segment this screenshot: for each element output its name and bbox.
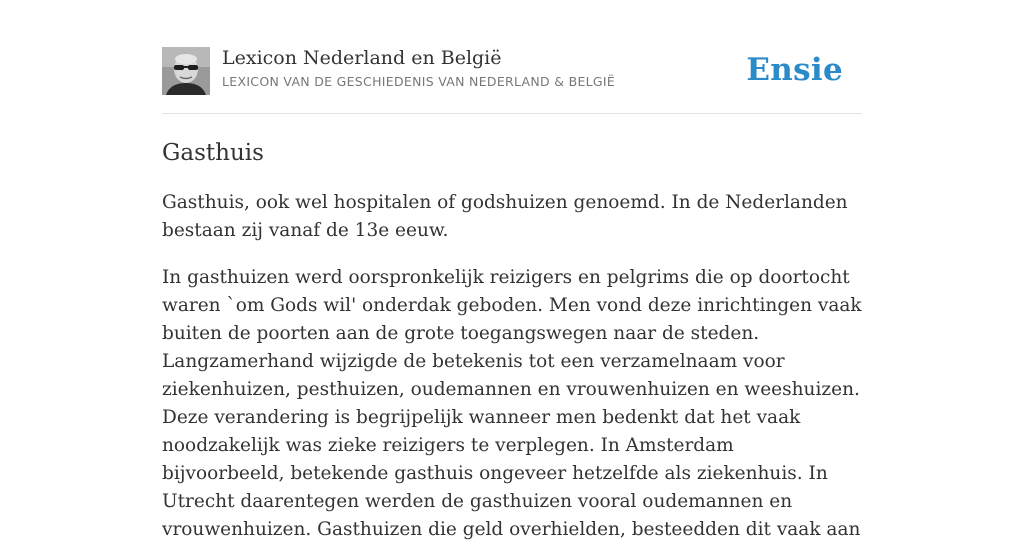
- article: [162, 136, 862, 544]
- site-title[interactable]: Lexicon Nederland en België: [222, 47, 502, 69]
- article-paragraph: Gasthuis, ook wel hospitalen of godshuizen genoemd. In de Nederlanden bestaan zij vanaf de 13e eeuw.: [162, 192, 848, 241]
- ensie-logo[interactable]: Ensie: [746, 52, 843, 88]
- site-subtitle: LEXICON VAN DE GESCHIEDENIS VAN NEDERLAND & BELGIË: [222, 74, 616, 89]
- site-header: [162, 46, 862, 96]
- article-paragraph: In gasthuizen werd oorspronkelijk reizigers en pelgrims die op doortocht waren `om Gods wil' onderdak geboden. Men vond deze inrichtingen vaak buiten de poorten aan de grote toegangswegen naar de steden. Langzamerhand wijzigde de betekenis tot een verzamelnaam voor ziekenhuizen, pesthuizen, oudemannen en vrouwenhuizen en weeshuizen. Deze verandering is begrijpelijk wanneer men bedenkt dat het vaak noodzakelijk was zieke reizigers te verplegen. In Amsterdam bijvoorbeeld, betekende gasthuis ongeveer hetzelfde als ziekenhuis. In Utrecht daarentegen werden de gasthuizen vooral oudemannen en vrouwenhuizen. Gasthuizen die geld overhielden, besteedden dit vaak aan: [162, 267, 862, 540]
- header-divider: [162, 113, 862, 114]
- article-title: Gasthuis: [162, 140, 264, 166]
- author-photo-icon: [162, 47, 210, 95]
- author-avatar[interactable]: [162, 47, 210, 95]
